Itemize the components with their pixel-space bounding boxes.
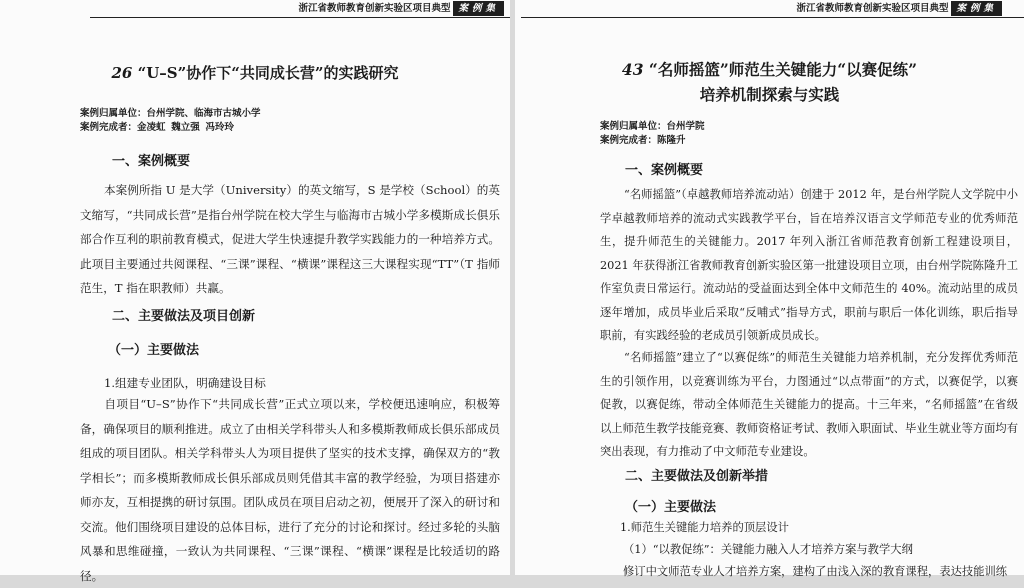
right-meta (600, 120, 705, 148)
left-authors: 案例完成者：金凌虹 魏立强 冯玲玲 (80, 122, 234, 133)
left-section1-heading: 一、案例概要 (112, 154, 191, 169)
right-title-line1: “名师摇篮”师范生关键能力“以赛促练” (648, 60, 918, 79)
left-para1-text: 本案例所指 U 是大学（University）的英文缩写，S 是学校（School）的英文缩写，“共同成长营”是指台州学院在校大学生与临海市古城小学多模斯成长俱乐部合作互利的职前教育模式，促进大学生快速提升教学实践能力的一种培养方式。此项目主要通过共阅课程、“三课”课程、“横课”课程这三大课程实现“TT”（T 指师范生，T 指在职教师）共赢。 (80, 183, 500, 295)
left-section2-heading: 二、主要做法及项目创新 (112, 309, 256, 324)
left-meta (80, 107, 261, 135)
left-title-text: “U–S”协作下“共同成长营”的实践研究 (137, 64, 399, 82)
right-para2-text: “名师摇篮”建立了“以赛促练”的师范生关键能力培养机制，充分发挥优秀师范生的引领作用，以竞赛训练为平台，力图通过“以点带面”的方式，以赛促学，以赛促教，以赛促练，带动全体师范生关键能力的提高。十三年来，“名师摇篮”在省级以上师范生教学技能竞赛、教师资格证考试、教师入职面试、毕业生就业等方面均有突出表现，有力推动了中文师范专业建设。 (600, 351, 1018, 458)
right-page (515, 0, 1024, 578)
right-title (535, 57, 1004, 107)
right-section1-heading: 一、案例概要 (625, 163, 704, 178)
right-authors: 案例完成者：陈隆升 (600, 135, 686, 146)
left-page-header (90, 0, 510, 18)
right-item2: （1）“以教促练”：关键能力融入人才培养方案与教学大纲 (623, 543, 913, 556)
right-para2 (600, 346, 1018, 464)
left-subheading: （一）主要做法 (108, 343, 200, 358)
left-para2 (80, 392, 500, 588)
left-title (40, 62, 470, 83)
left-para2-text: 自项目“U–S”协作下“共同成长营”正式立项以来，学校便迅速响应，积极筹备，确保项目的顺利推进。成立了由相关学科带头人和多模斯教师成长俱乐部成员组成的项目团队。相关学科带头人为项目提供了坚实的技术支撑，确保双方的“教学相长”；而多模斯教师成长俱乐部成员则凭借其丰富的教学经验，为项目搭建亦师亦友，互相提携的研讨氛围。团队成员在项目启动之初，便展开了深入的研讨和交流。他们围绕项目建设的总体目标，进行了充分的讨论和探讨。经过多轮的头脑风暴和思维碰撞，一致认为共同课程、“三课”课程、“横课”课程是比较适切的路径。 (80, 397, 500, 583)
right-title-number: 43 (621, 60, 644, 79)
left-header-text: 浙江省教师教育创新实验区项目典型 (298, 3, 451, 14)
left-header-tag: 案例集 (453, 1, 504, 16)
right-owner: 案例归属单位：台州学院 (600, 121, 705, 132)
right-para1 (600, 183, 1018, 348)
right-para3: 修订中文师范专业人才培养方案，建构了由浅入深的教育课程，表达技能训练 (623, 565, 1008, 578)
right-item1: 1.师范生关键能力培养的顶层设计 (620, 521, 789, 534)
right-header-tag: 案例集 (951, 1, 1002, 16)
left-page (0, 0, 510, 583)
right-subheading: （一）主要做法 (625, 500, 717, 515)
left-owner: 案例归属单位：台州学院、临海市古城小学 (80, 108, 261, 119)
right-para1-text: “名师摇篮”（卓越教师培养流动站）创建于 2012 年，是台州学院人文学院中小学卓越教师培养的流动式实践教学平台，旨在培养汉语言文学师范专业的优秀师范生，提升师范生的关键能力。2017 年列入浙江省师范教育创新工程建设项目，2021 年获得浙江省教师教育创新实验区第一批建设项目立项，由台州学院陈隆升工作室负责日常运行。流动站的受益面达到全体中文师范生的 40%。流动站里的成员逐年增加，成员毕业后采取“反哺式”指导方式，职前与职后一体化训练，职后指导职前，有实践经验的老成员引领新成员成长。 (600, 188, 1018, 342)
right-page-header (521, 0, 1024, 18)
left-title-number: 26 (111, 64, 133, 82)
left-item1: 1.组建专业团队，明确建设目标 (104, 376, 266, 390)
left-para1 (80, 178, 500, 301)
right-header-text: 浙江省教师教育创新实验区项目典型 (796, 3, 949, 14)
right-section2-heading: 二、主要做法及创新举措 (625, 469, 769, 484)
right-title-line2: 培养机制探索与实践 (699, 85, 840, 104)
